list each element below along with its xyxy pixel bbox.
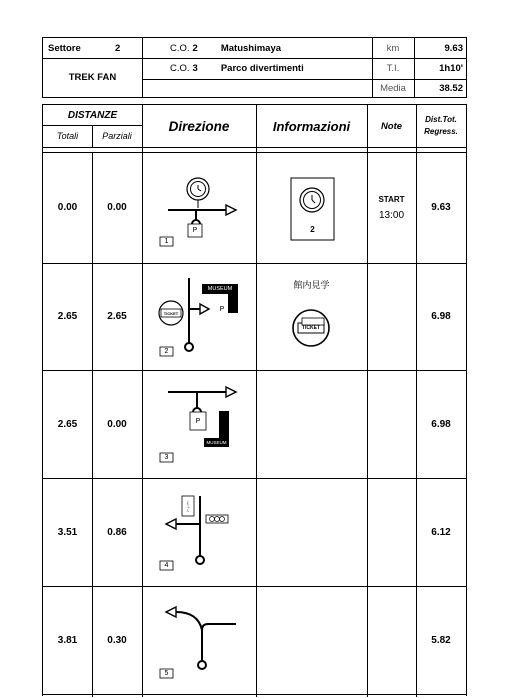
step-number-5: 5 <box>164 670 169 677</box>
ti-label: T.I. <box>386 63 400 74</box>
row1-regress: 9.63 <box>431 202 451 213</box>
settore-label: Settore <box>48 42 81 54</box>
row5-regress: 5.82 <box>431 634 451 646</box>
row4-parziali: 0.86 <box>107 526 127 538</box>
info-number: 2 <box>310 224 315 234</box>
parking-sign: P <box>195 417 201 425</box>
ticket-label: TICKET <box>301 325 321 331</box>
row4-totali: 3.51 <box>57 526 78 538</box>
media-label: Media <box>380 82 406 94</box>
ticket-icon <box>256 263 367 370</box>
co-label: C.O. <box>170 63 190 74</box>
header-informazioni: Informazioni <box>272 118 351 134</box>
step-number-3: 3 <box>164 454 169 461</box>
km-value: 9.63 <box>444 42 463 54</box>
header-note: Note <box>380 120 403 132</box>
ticket-sign: TICKET <box>163 310 179 316</box>
stage-header <box>42 37 467 98</box>
row3-parziali: 0.00 <box>107 418 127 430</box>
start-time: 13:00 <box>378 209 405 221</box>
co-name: Matushimaya <box>220 42 282 54</box>
vertical-shop-sign: いちゃん <box>186 500 190 512</box>
step-number-1: 1 <box>164 238 169 245</box>
step-number-2: 2 <box>164 348 169 355</box>
row2-regress: 6.98 <box>431 311 451 322</box>
parking-sign: P <box>192 227 198 234</box>
roadbook-table <box>42 104 467 696</box>
start-label: START <box>378 194 405 204</box>
co-number: 2 <box>192 42 198 54</box>
co-number: 3 <box>192 63 198 74</box>
museum-sign: MUSEUM <box>206 440 227 445</box>
info-text-museum-visit: 館内見学 <box>293 279 330 290</box>
row4-regress: 6.12 <box>431 526 451 538</box>
co-label: C.O. <box>170 42 190 54</box>
parking-sign: P <box>219 305 225 313</box>
row1-note <box>367 152 416 263</box>
row2-totali: 2.65 <box>57 311 78 322</box>
row2-parziali: 2.65 <box>107 311 127 322</box>
museum-sign: MUSEUM <box>207 286 233 292</box>
co-row-2 <box>170 58 304 79</box>
ti-value: 1h10' <box>439 63 463 74</box>
co-row-1 <box>170 38 281 58</box>
header-dist-tot-line2: Regress. <box>424 127 458 136</box>
row3-totali: 2.65 <box>57 418 78 430</box>
row5-totali: 3.81 <box>57 634 78 646</box>
row3-regress: 6.98 <box>431 418 451 430</box>
settore-value: 2 <box>115 42 121 54</box>
co-name: Parco divertimenti <box>220 63 304 74</box>
row1-totali: 0.00 <box>57 202 78 213</box>
header-dist-tot <box>416 105 466 147</box>
header-dist-tot-line1: Dist.Tot. <box>425 115 457 124</box>
header-direzione: Direzione <box>168 118 230 134</box>
team-name: TREK FAN <box>68 72 117 83</box>
row5-parziali: 0.30 <box>107 634 127 646</box>
tulip-diagram-1 <box>142 152 256 263</box>
media-value: 38.52 <box>439 82 463 94</box>
km-label: km <box>386 42 400 54</box>
step-number-4: 4 <box>164 562 169 569</box>
header-distanze: DISTANZE <box>67 109 118 121</box>
header-totali: Totali <box>56 131 79 141</box>
info-clock-box <box>256 152 367 263</box>
header-parziali: Parziali <box>102 131 132 141</box>
row1-parziali: 0.00 <box>107 202 127 213</box>
